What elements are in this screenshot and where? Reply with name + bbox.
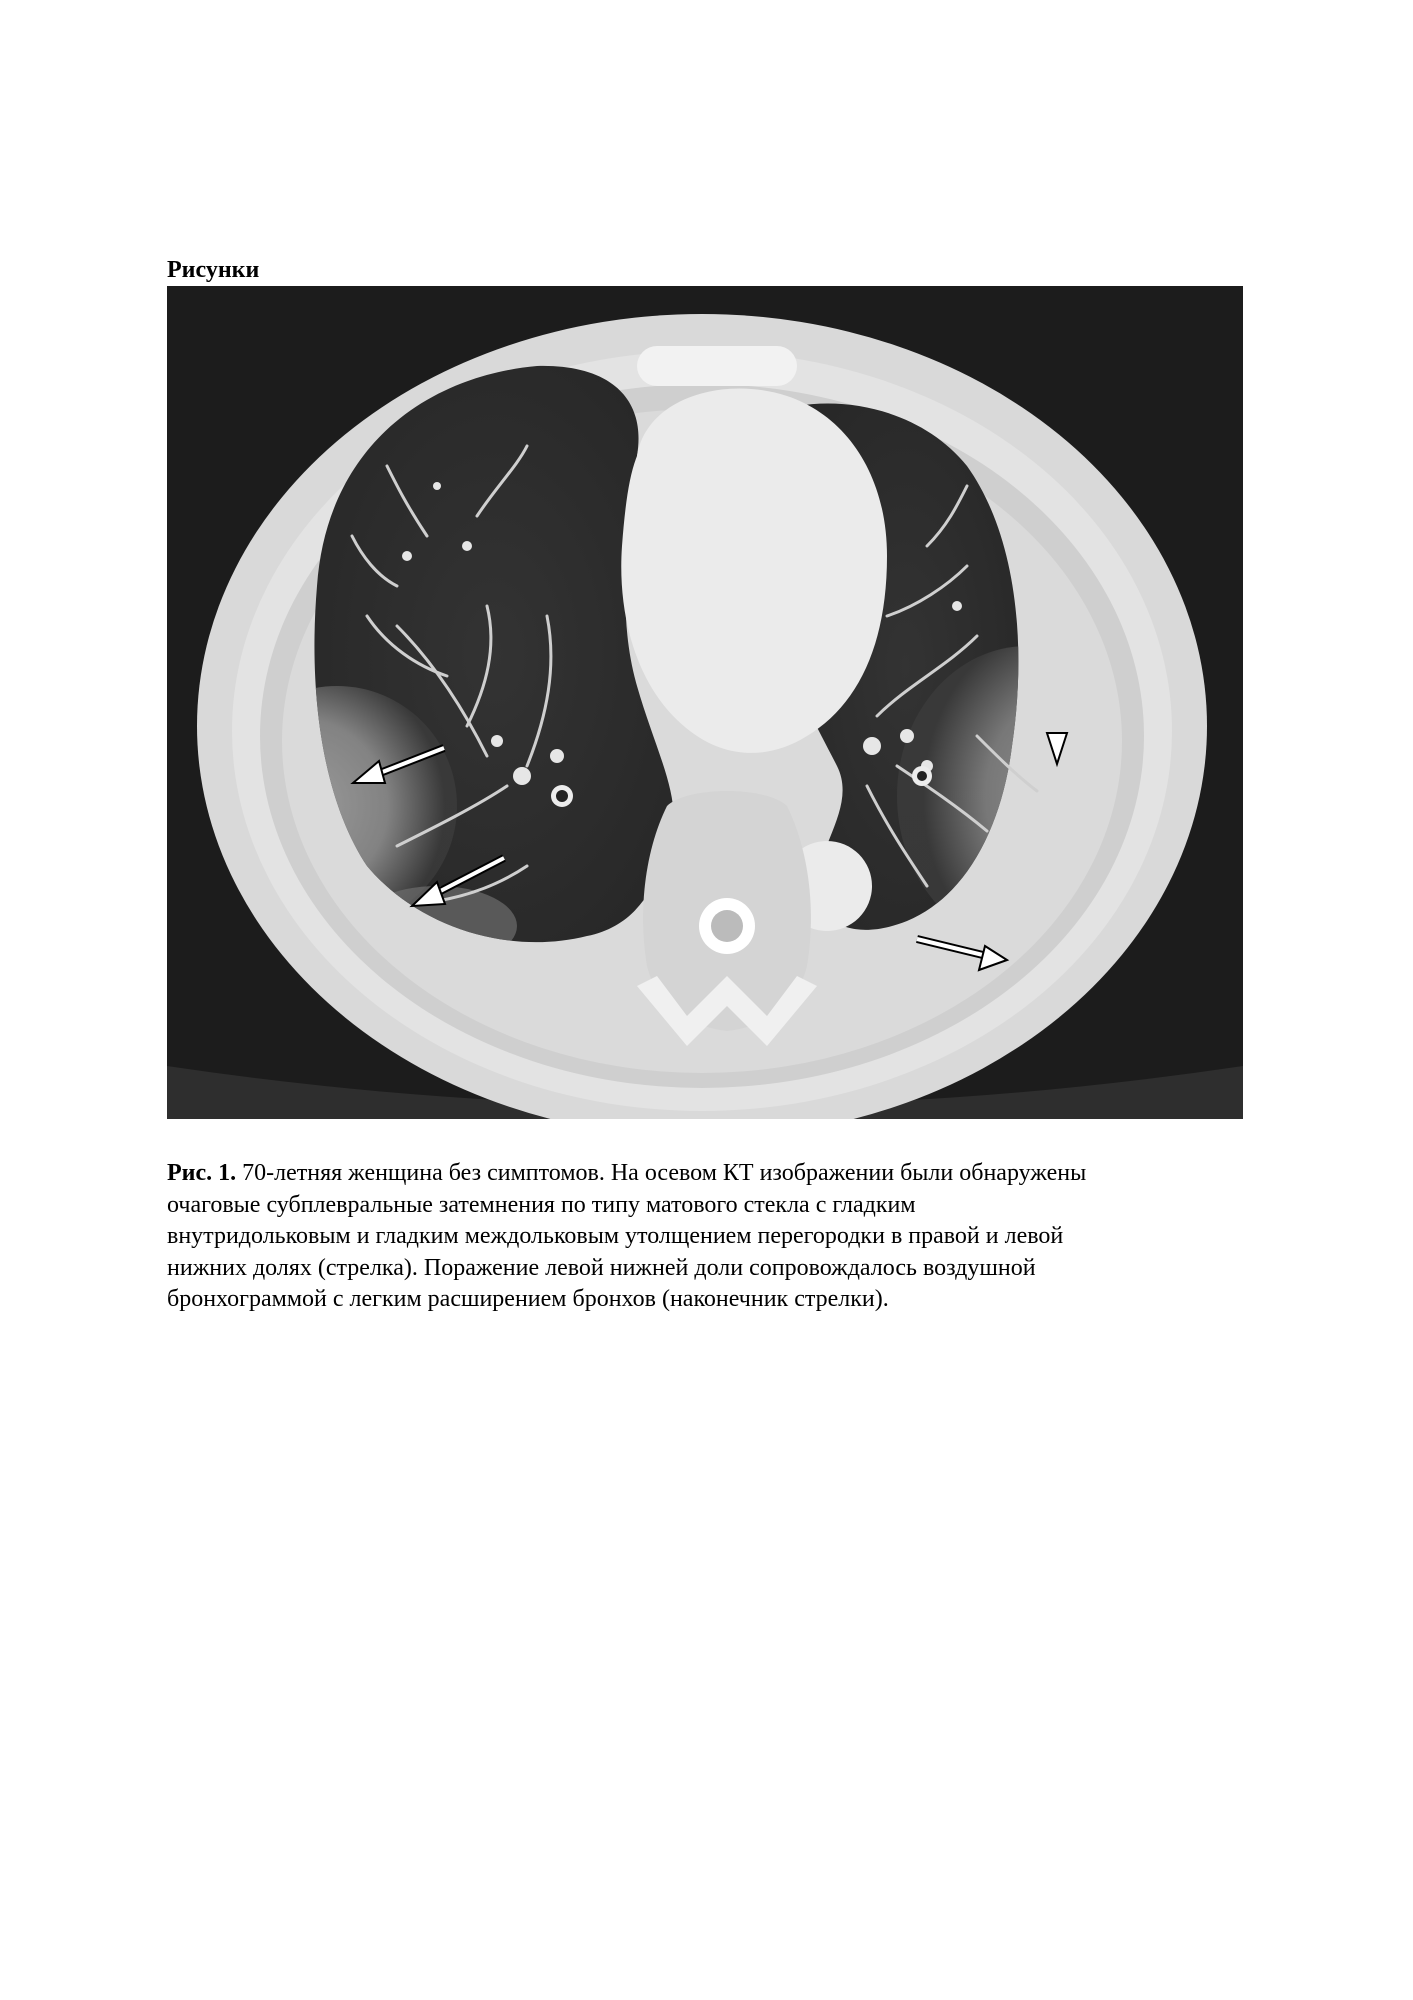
caption-line-2: очаговые субплевральные затемнения по типу матового стекла с гладким [167, 1191, 916, 1218]
section-heading: Рисунки [167, 257, 260, 283]
caption-line-4: нижних долях (стрелка). Поражение левой нижней доли сопровождалось воздушной [167, 1254, 1036, 1281]
caption-line-1 [167, 1158, 1257, 1190]
figure-label: Рис. 1. [167, 1160, 237, 1186]
figure-caption [167, 1158, 1257, 1316]
caption-line-5: бронхограммой с легким расширением бронхов (наконечник стрелки). [167, 1286, 889, 1312]
ct-scan-figure [167, 286, 1243, 1119]
caption-text-1: 70-летняя женщина без симптомов. На осевом КТ изображении были обнаружены [242, 1160, 1087, 1186]
caption-line-3: внутридольковым и гладким междольковым утолщением перегородки в правой и левой [167, 1223, 1064, 1249]
ct-scan-image [167, 286, 1243, 1119]
